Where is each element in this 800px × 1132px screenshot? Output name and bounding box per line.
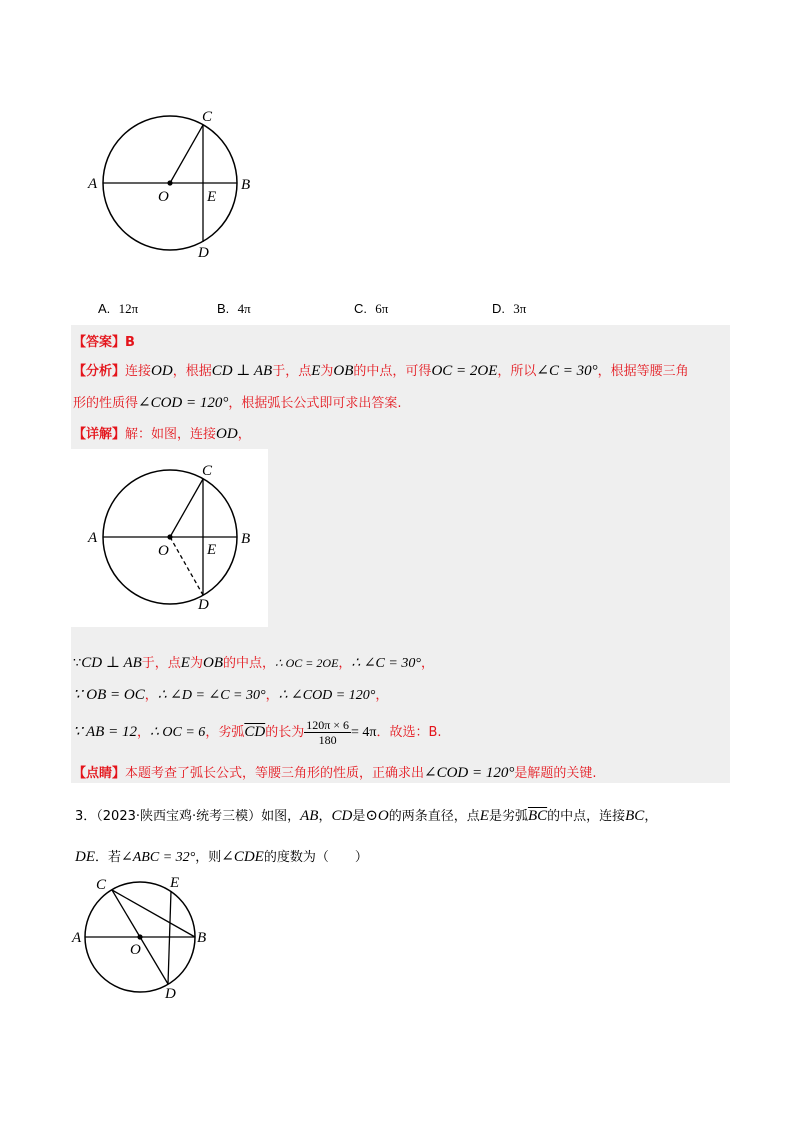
figure-2-circle-diagram <box>80 452 270 622</box>
label-d: D <box>198 597 209 613</box>
label-e: E <box>170 875 180 891</box>
label-c: C <box>202 109 213 125</box>
label-b: B <box>197 930 207 946</box>
step-line-1: ∵CD ⊥ AB于，点E为OB的中点，∴ OC = 2OE，∴ ∠C = 30°， <box>73 655 434 671</box>
option-d: D. 3π <box>492 301 527 316</box>
option-c: C. 6π <box>354 301 389 316</box>
label-o: O <box>158 543 169 559</box>
label-a: A <box>88 176 98 192</box>
label-d: D <box>165 986 176 1002</box>
center-point <box>167 180 172 185</box>
analysis-line-2: 形的性质得∠COD = 120°，根据弧长公式即可求出答案. <box>73 395 402 411</box>
chord-bc <box>112 890 195 937</box>
arc-length-fraction: $\frac{120\pi \times 6}{180}$ <box>306 718 350 747</box>
label-b: B <box>241 177 251 193</box>
label-o: O <box>130 942 141 958</box>
solution-shade-bottom <box>71 627 730 783</box>
center-point <box>167 534 172 539</box>
solution-shade-right <box>268 449 730 627</box>
center-point <box>137 934 142 939</box>
label-a: A <box>88 530 98 546</box>
segment-od-dashed <box>170 537 203 595</box>
label-c: C <box>202 463 213 479</box>
detail-line: 【详解】解：如图，连接OD， <box>73 426 251 442</box>
option-b: B. 4π <box>217 301 251 316</box>
label-d: D <box>198 245 209 261</box>
label-e: E <box>207 189 217 205</box>
answer-line: 【答案】B <box>73 335 135 350</box>
figure-3-circle-diagram <box>66 870 226 1005</box>
label-a: A <box>72 930 82 946</box>
segment-oc <box>170 479 203 537</box>
segment-oc <box>170 125 203 183</box>
label-c: C <box>96 877 107 893</box>
figure-1-circle-diagram <box>80 100 270 270</box>
label-o: O <box>158 189 169 205</box>
option-a: A. 12π <box>98 301 139 316</box>
question-3-line-1: 3．（2023·陕西宝鸡·统考三模）如图，AB，CD是⊙O的两条直径，点E是劣弧$\overline{BC}$的中点，连接BC， <box>75 808 658 824</box>
label-e: E <box>207 542 217 558</box>
analysis-line-1: 【分析】连接OD，根据CD ⊥ AB于，点E为OB的中点，可得OC = 2OE，所以∠C = 30°，根据等腰三角 <box>73 363 689 379</box>
comment-line: 【点睛】本题考查了弧长公式，等腰三角形的性质，正确求出∠COD = 120°是解题的关键. <box>73 765 597 781</box>
step-line-2: ∵ OB = OC，∴ ∠D = ∠C = 30°，∴ ∠COD = 120°， <box>73 687 389 703</box>
question-3-line-2: DE．若∠ABC = 32°，则∠CDE的度数为（ ） <box>75 849 368 865</box>
step-line-3: ∵ AB = 12，∴ OC = 6，劣弧$\overline{CD}$的长为 $\frac{120\pi \times 6}{180}$ = 4π．故选：B. <box>73 718 442 747</box>
label-b: B <box>241 531 251 547</box>
